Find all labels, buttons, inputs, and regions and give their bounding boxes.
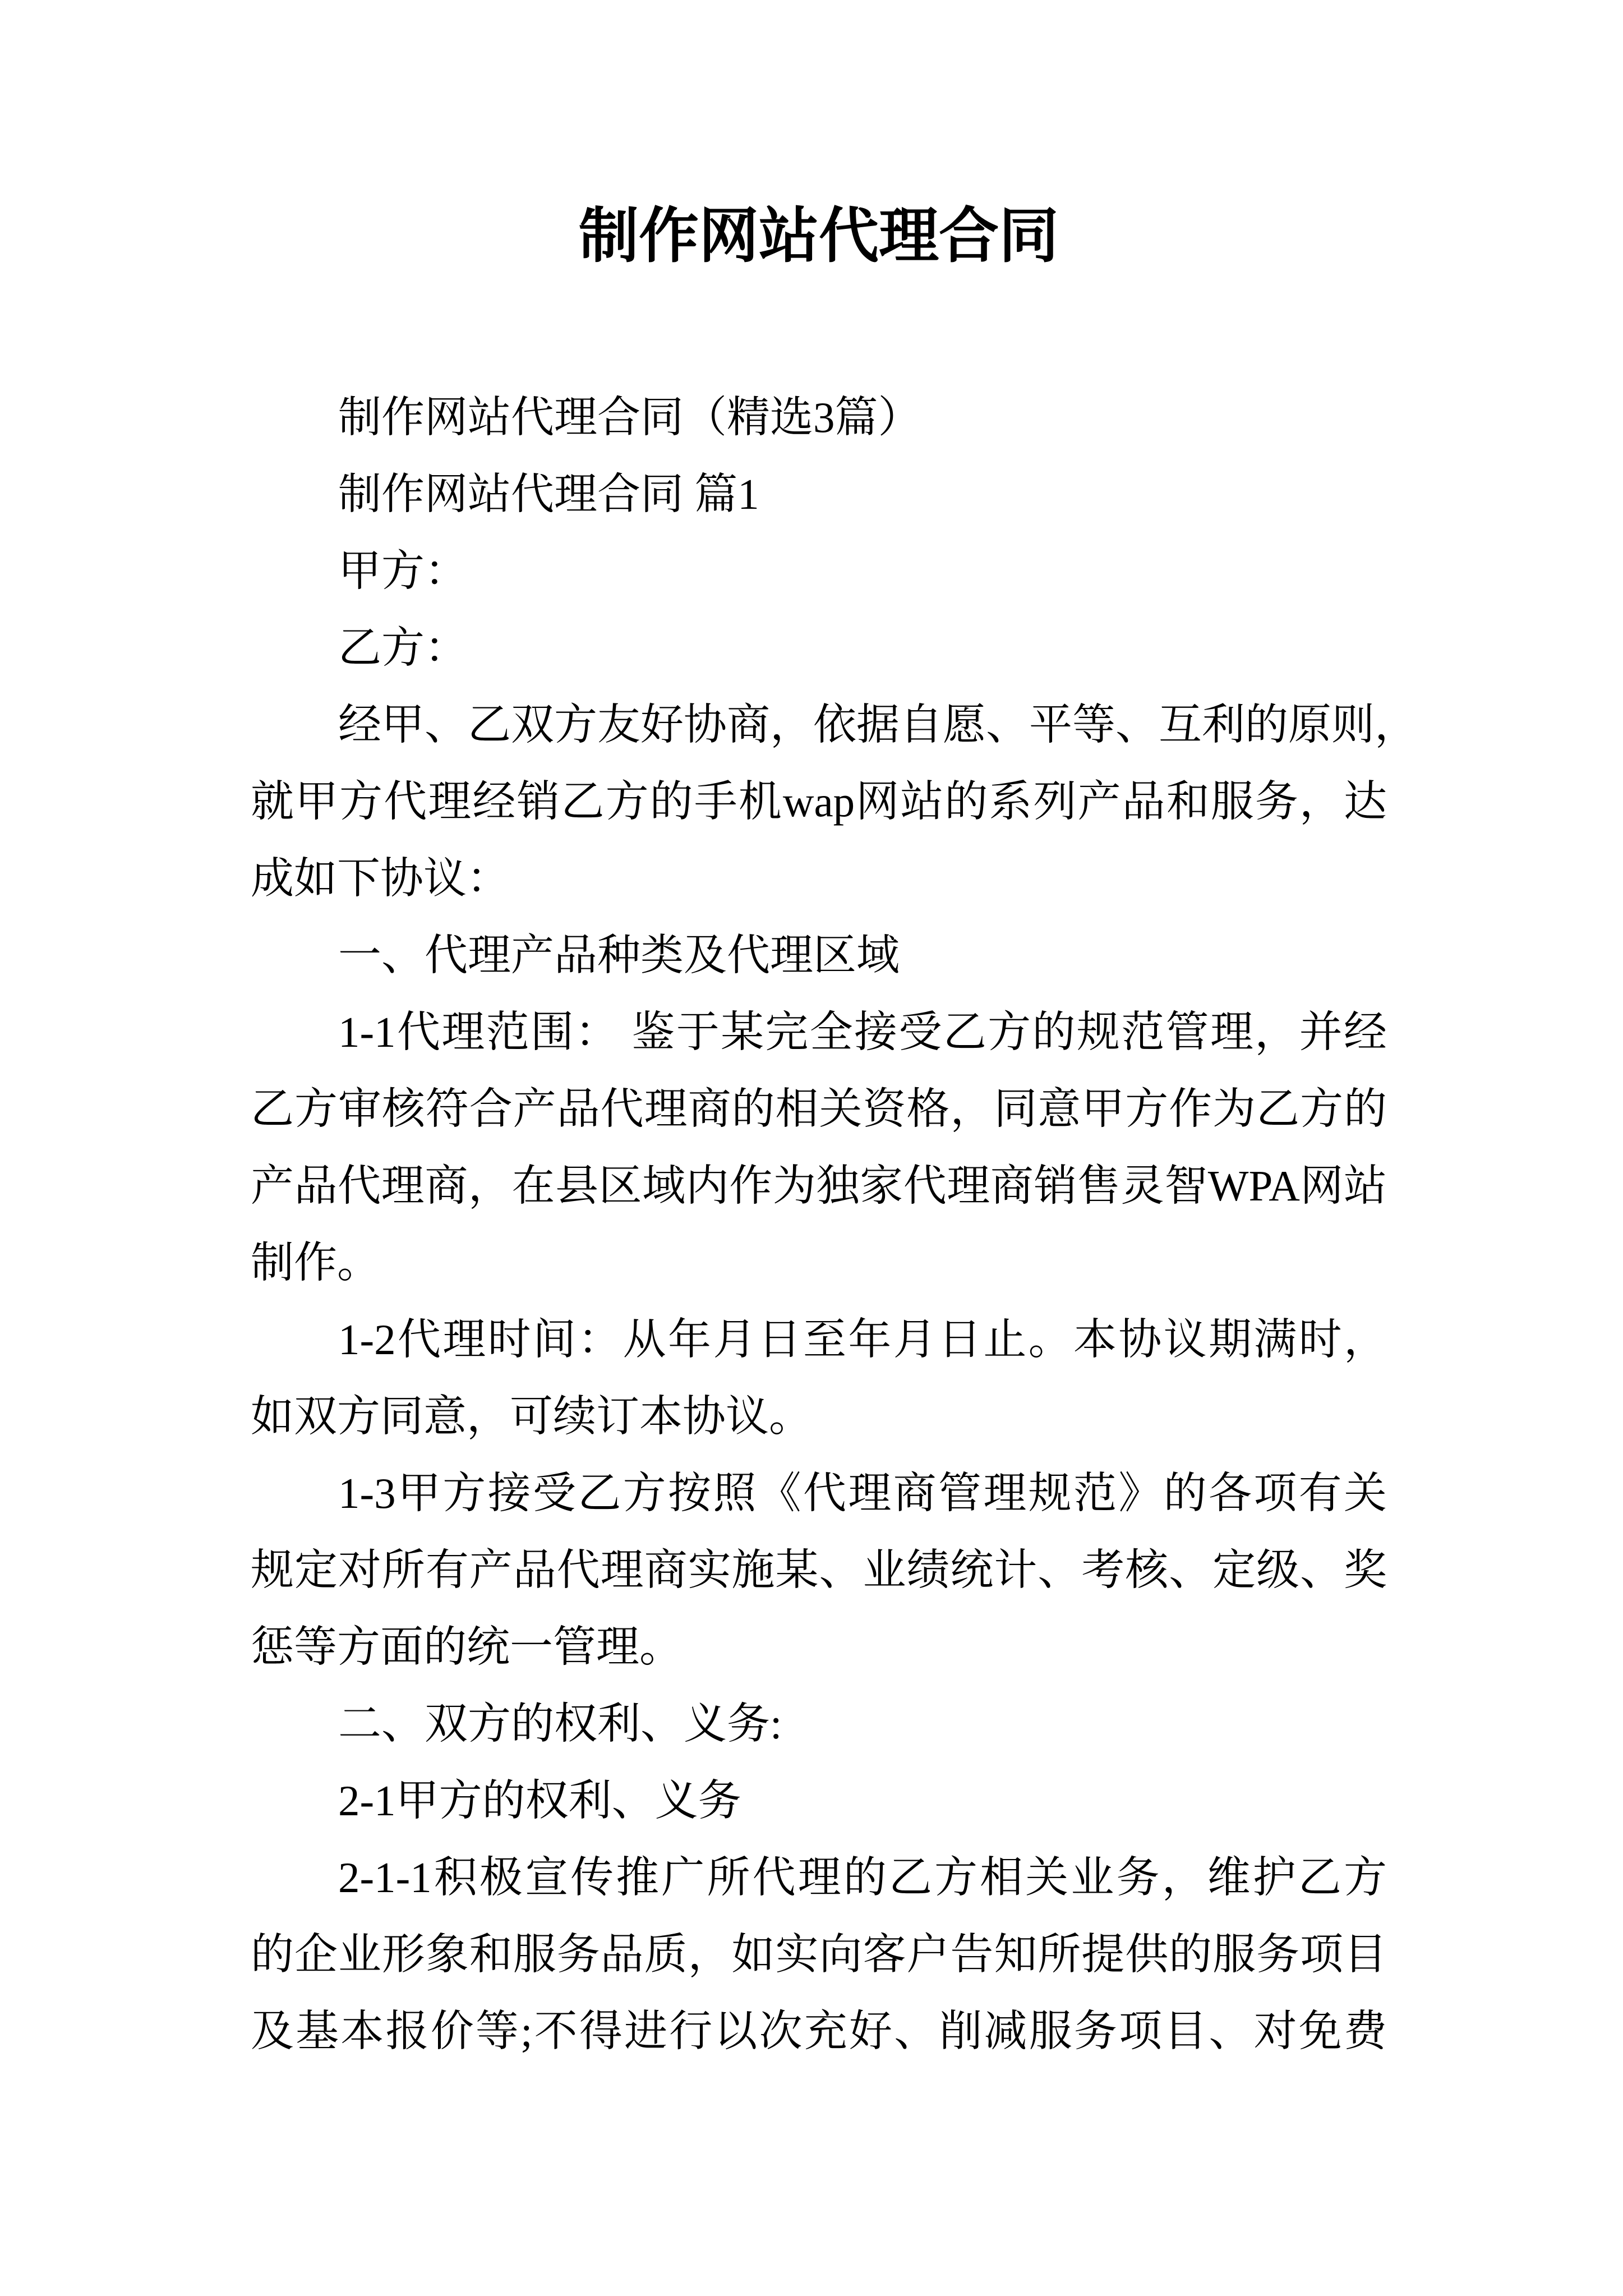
paragraph bbox=[251, 1686, 1387, 1763]
clause-1-2 bbox=[251, 1301, 1387, 1455]
paragraph bbox=[251, 533, 1387, 610]
clause-1-2-line: 如双方同意，可续订本协议。 bbox=[251, 1392, 812, 1441]
clause-1-1-line: 乙方审核符合产品代理商的相关资格，同意甲方作为乙方的 bbox=[251, 1085, 1387, 1133]
clause-2-1-1 bbox=[251, 1839, 1387, 2070]
clause-1-3-line: 规定对所有产品代理商实施某、业绩统计、考核、定级、奖 bbox=[251, 1546, 1387, 1594]
article-heading: 制作网站代理合同 篇1 bbox=[338, 470, 759, 518]
clause-1-3 bbox=[251, 1455, 1387, 1686]
section-heading-1: 一、代理产品种类及代理区域 bbox=[338, 931, 900, 979]
paragraph bbox=[251, 456, 1387, 533]
clause-1-3-line: 惩等方面的统一管理。 bbox=[251, 1623, 683, 1671]
preamble-paragraph bbox=[251, 687, 1418, 917]
clause-2-1-1-line: 的企业形象和服务品质，如实向客户告知所提供的服务项目 bbox=[251, 1930, 1387, 1978]
clause-1-3-line: 1-3甲方接受乙方按照《代理商管理规范》的各项有关 bbox=[338, 1469, 1387, 1517]
preamble-line: 就甲方代理经销乙方的手机wap网站的系列产品和服务，达 bbox=[251, 777, 1387, 826]
clause-1-1-line: 制作。 bbox=[251, 1239, 380, 1287]
party-a-label: 甲方： bbox=[338, 547, 468, 595]
preamble-line: 经甲、乙双方友好协商，依据自愿、平等、互利的原则， bbox=[338, 701, 1418, 749]
paragraph bbox=[251, 379, 1387, 456]
collection-heading: 制作网站代理合同（精选3篇） bbox=[338, 393, 921, 441]
document-title: 制作网站代理合同 bbox=[578, 201, 1059, 271]
party-b-label: 乙方： bbox=[338, 624, 468, 672]
clause-2-1-1-line: 及基本报价等;不得进行以次充好、削减服务项目、对免费 bbox=[251, 2007, 1387, 2055]
paragraph bbox=[251, 917, 1387, 994]
clause-1-1 bbox=[251, 994, 1387, 1301]
clause-1-2-line: 1-2代理时间：从年月日至年月日止。本协议期满时， bbox=[338, 1315, 1387, 1364]
clause-2-1-heading: 2-1甲方的权利、义务 bbox=[338, 1777, 741, 1825]
preamble-line: 成如下协议： bbox=[251, 854, 510, 903]
section-heading-2: 二、双方的权利、义务: bbox=[338, 1700, 782, 1748]
clause-2-1-1-line: 2-1-1积极宣传推广所代理的乙方相关业务，维护乙方 bbox=[338, 1853, 1387, 1902]
paragraph bbox=[251, 610, 1387, 687]
document-body bbox=[251, 379, 1418, 2070]
paragraph bbox=[251, 1763, 1387, 1839]
clause-1-1-line: 产品代理商，在县区域内作为独家代理商销售灵智WPA网站 bbox=[251, 1162, 1387, 1210]
clause-1-1-line: 1-1代理范围： 鉴于某完全接受乙方的规范管理，并经 bbox=[338, 1008, 1387, 1056]
